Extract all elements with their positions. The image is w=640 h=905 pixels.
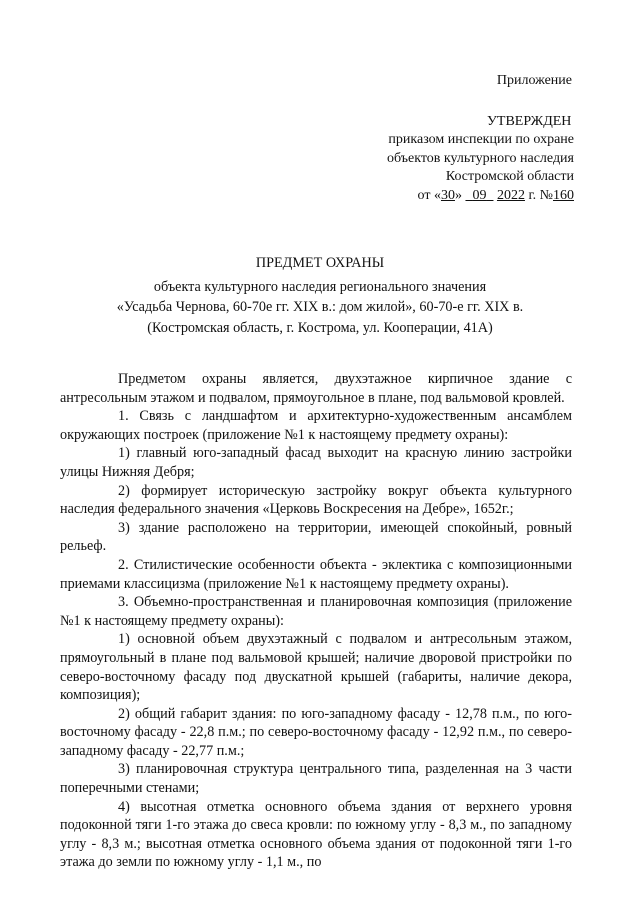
date-suffix: г. № bbox=[524, 187, 553, 203]
document-body bbox=[60, 370, 572, 872]
order-number: 160 bbox=[553, 187, 574, 203]
title-subline-2: «Усадьба Чернова, 60-70е гг. XIX в.: дом жилой», 60-70-е гг. XIX в. bbox=[116, 299, 524, 315]
date-year: 2022 bbox=[496, 187, 525, 203]
approval-order-block bbox=[362, 131, 574, 205]
paragraph: 1. Связь с ландшафтом и архитектурно-художественным ансамблем окружающих построек (приложение №1 к настоящему предмету охраны): bbox=[60, 408, 572, 443]
title-address: (Костромская область, г. Кострома, ул. Кооперации, 41А) bbox=[147, 319, 493, 336]
paragraph: 2) общий габарит здания: по юго-западному фасаду - 12,78 п.м., по юго-восточному фасаду - 22,8 п.м.; по северо-восточному фасаду - 12,92 п.м., по северо-западному фасаду - 22,77 п.м.; bbox=[60, 705, 572, 759]
date-prefix: от « bbox=[417, 187, 441, 203]
approved-label: УТВЕРЖДЕН bbox=[487, 114, 572, 129]
title-subline-1: объекта культурного наследия регионального значения bbox=[153, 278, 487, 295]
paragraph: 3. Объемно-пространственная и планировочная композиция (приложение №1 к настоящему предмету охраны): bbox=[60, 594, 572, 629]
paragraph: 2. Стилистические особенности объекта - эклектика с композиционными приемами классицизма (приложение №1 к настоящему предмету охраны). bbox=[60, 556, 572, 592]
order-line-2: объектов культурного наследия bbox=[386, 150, 574, 166]
paragraph: 4) высотная отметка основного объема здания от верхнего уровня подоконной тяги 1-го этажа до свеса кровли: по южному углу - 8,3 м., по западному углу - 8,3 м.; высотная отметка основного объема здания от подоконной тяги 1-го этажа до земли по южному углу - 1,1 м., по bbox=[60, 798, 572, 871]
paragraph: 1) главный юго-западный фасад выходит на красную линию застройки улицы Нижняя Дебря; bbox=[60, 445, 572, 480]
document-title: ПРЕДМЕТ ОХРАНЫ bbox=[255, 255, 385, 271]
document-title-block bbox=[60, 253, 580, 338]
date-month-value: 09 bbox=[472, 187, 487, 203]
paragraph: 3) здание расположено на территории, имеющей спокойный, ровный рельеф. bbox=[60, 519, 572, 555]
paragraph: 3) планировочная структура центрального типа, разделенная на 3 части поперечными стенами; bbox=[60, 761, 572, 797]
date-mid: » bbox=[454, 187, 466, 203]
appendix-label: Приложение bbox=[496, 73, 572, 88]
date-month bbox=[465, 188, 493, 203]
paragraph: 2) формирует историческую застройку вокруг объекта культурного наследия федерального значения «Церковь Воскресения на Дебре», 1652г.; bbox=[60, 482, 572, 518]
order-line-3: Костромской области bbox=[445, 169, 574, 184]
paragraph: Предметом охраны является, двухэтажное кирпичное здание с антресольным этажом и подвалом, прямоугольное в плане, под вальмовой кровлей. bbox=[60, 371, 572, 406]
order-date-line bbox=[362, 187, 574, 206]
date-day: 30 bbox=[440, 187, 455, 203]
order-line-1: приказом инспекции по охране bbox=[388, 132, 574, 147]
paragraph: 1) основной объем двухэтажный с подвалом и антресольным этажом, прямоугольный в плане под вальмовой крышей; наличие дворовой пристройки по северо-восточному фасаду под двускатной крышей (габариты, наличие декора, композиция); bbox=[60, 631, 572, 704]
